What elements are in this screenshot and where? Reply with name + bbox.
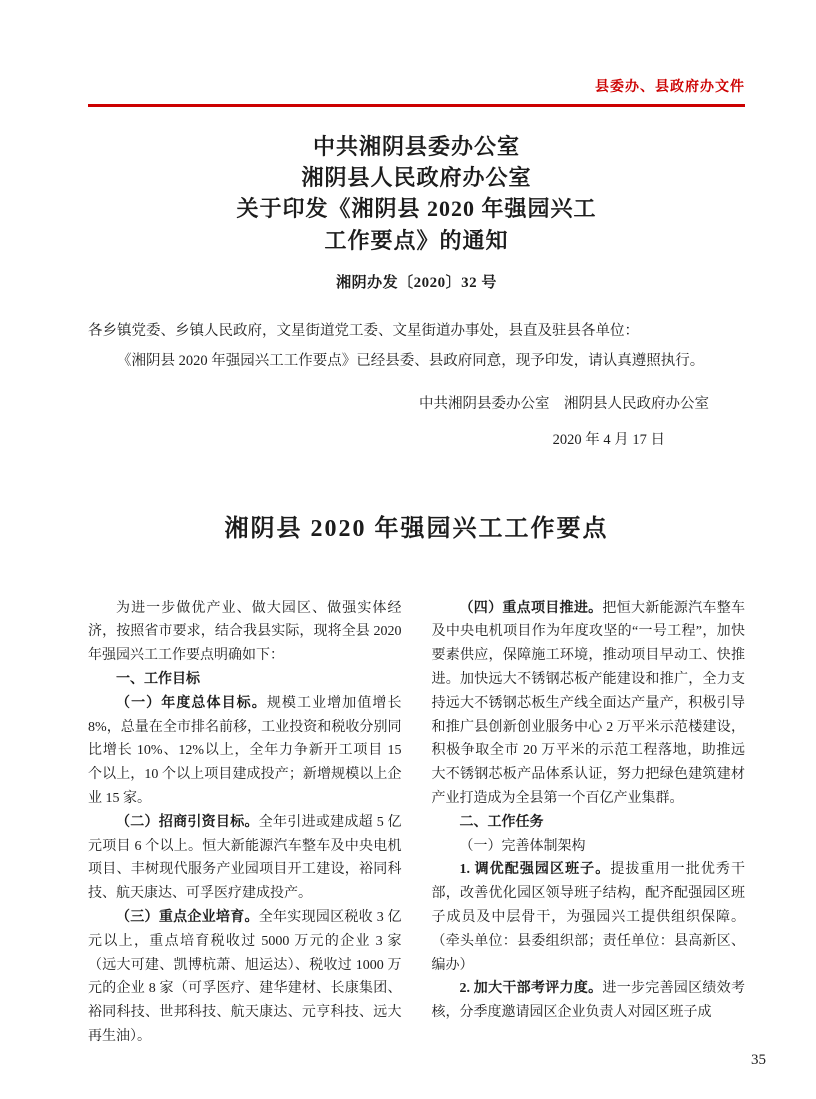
notice-title-line-2: 湘阴县人民政府办公室 [301,165,532,191]
paragraph-cadre-evaluation-text: 进一步完善园区绩效考核，分季度邀请园区企业负责人对园区班子成 [431,981,746,1021]
paragraph-investment-goals-lead: （二）招商引资目标。 [116,814,259,830]
paragraph-team-building-lead: 1. 调优配强园区班子。 [459,862,611,878]
two-column-body [88,597,745,1049]
notice-title-line-3: 关于印发《湘阴县 2020 年强园兴工 [236,196,597,222]
paragraph-key-enterprises-lead: （三）重点企业培育。 [116,910,259,926]
notice-title-line-4: 工作要点》的通知 [324,227,509,253]
notice-salutation: 各乡镇党委、乡镇人民政府，文星街道党工委、文星街道办事处，县直及驻县各单位： [88,322,639,339]
section-heading-2: 二、工作任务 [459,814,544,830]
paragraph-investment-goals-text: 全年引进或建成超 5 亿元项目 6 个以上。恒大新能源汽车整车及中央电机项目、丰树现代服务产业园项目开工建设，裕同科技、航天康达、可孚医疗建成投产。 [88,814,402,902]
paragraph-investment-goals [88,811,402,906]
notice-content: 《湘阴县 2020 年强园兴工工作要点》已经县委、县政府同意，现予印发，请认真遵照执行。 [117,353,705,370]
notice-date: 2020 年 4 月 17 日 [552,432,665,449]
notice-title [88,131,745,256]
notice-body [88,316,745,456]
intro-paragraph: 为进一步做优产业、做大园区、做强实体经济，按照省市要求，结合我县实际，现将全县 2020 年强园兴工工作要点明确如下： [88,600,402,664]
paragraph-annual-goals-text: 规模工业增加值增长8%，总量在全市排名前移，工业投资和税收分别同比增长 10%、12%以上，全年力争新开工项目 15 个以上，10 个以上项目建成投产；新增规模以上企业 15 家。 [88,695,402,807]
sub-heading-structure: （一）完善体制架构 [459,838,586,854]
paragraph-team-building [432,858,746,977]
page-number: 35 [751,1052,766,1068]
paragraph-key-projects-text: 把恒大新能源汽车整车及中央电机项目作为年度攻坚的“一号工程”，加快要素供应，保障施工环境，推动项目早动工、快推进。加快远大不锈钢芯板产能建设和推广，全力支持远大不锈钢芯板生产线全面达产量产，积极引导和推广县创新创业服务中心 2 万平米示范楼建设，积极争取全市 20 万平米的示范工程落地，助推远大不锈钢芯板产品体系认证，努力把绿色建筑建材产业打造成为全县第一个百亿产业集群。 [431,600,746,807]
column-left [88,597,402,1049]
paragraph-team-building-text: 提拔重用一批优秀干部，改善优化园区领导班子结构，配齐配强园区班子成员及中层骨干，为强园兴工提供组织保障。（牵头单位：县委组织部；责任单位：县高新区、编办） [431,862,746,973]
paragraph-key-enterprises [88,906,402,1049]
header-red-rule [88,104,745,107]
paragraph-annual-goals [88,692,402,811]
paragraph-annual-goals-lead: （一）年度总体目标。 [116,695,267,711]
paragraph-key-projects [432,597,746,811]
document-number: 湘阴办发〔2020〕32 号 [336,274,497,291]
section-heading-1: 一、工作目标 [116,672,200,688]
column-right [432,597,746,1049]
notice-title-line-1: 中共湘阴县委办公室 [312,134,520,159]
paragraph-cadre-evaluation [432,977,746,1025]
paragraph-key-projects-lead: （四）重点项目推进。 [459,600,603,616]
main-document-title: 湘阴县 2020 年强园兴工工作要点 [224,515,609,542]
paragraph-key-enterprises-text: 全年实现园区税收 3 亿元以上，重点培育税收过 5000 万元的企业 3 家（远大可建、凯博杭萧、旭运达）、税收过 1000 万元的企业 8 家（可孚医疗、建华建材、长康集团、裕同科技、世邦科技、航天康达、元亨科技、远大再生油）。 [88,910,402,1045]
paragraph-cadre-evaluation-lead: 2. 加大干部考评力度。 [459,981,603,997]
notice-signature: 中共湘阴县委办公室 湘阴县人民政府办公室 [419,395,709,412]
header-category-label: 县委办、县政府办文件 [595,78,745,94]
